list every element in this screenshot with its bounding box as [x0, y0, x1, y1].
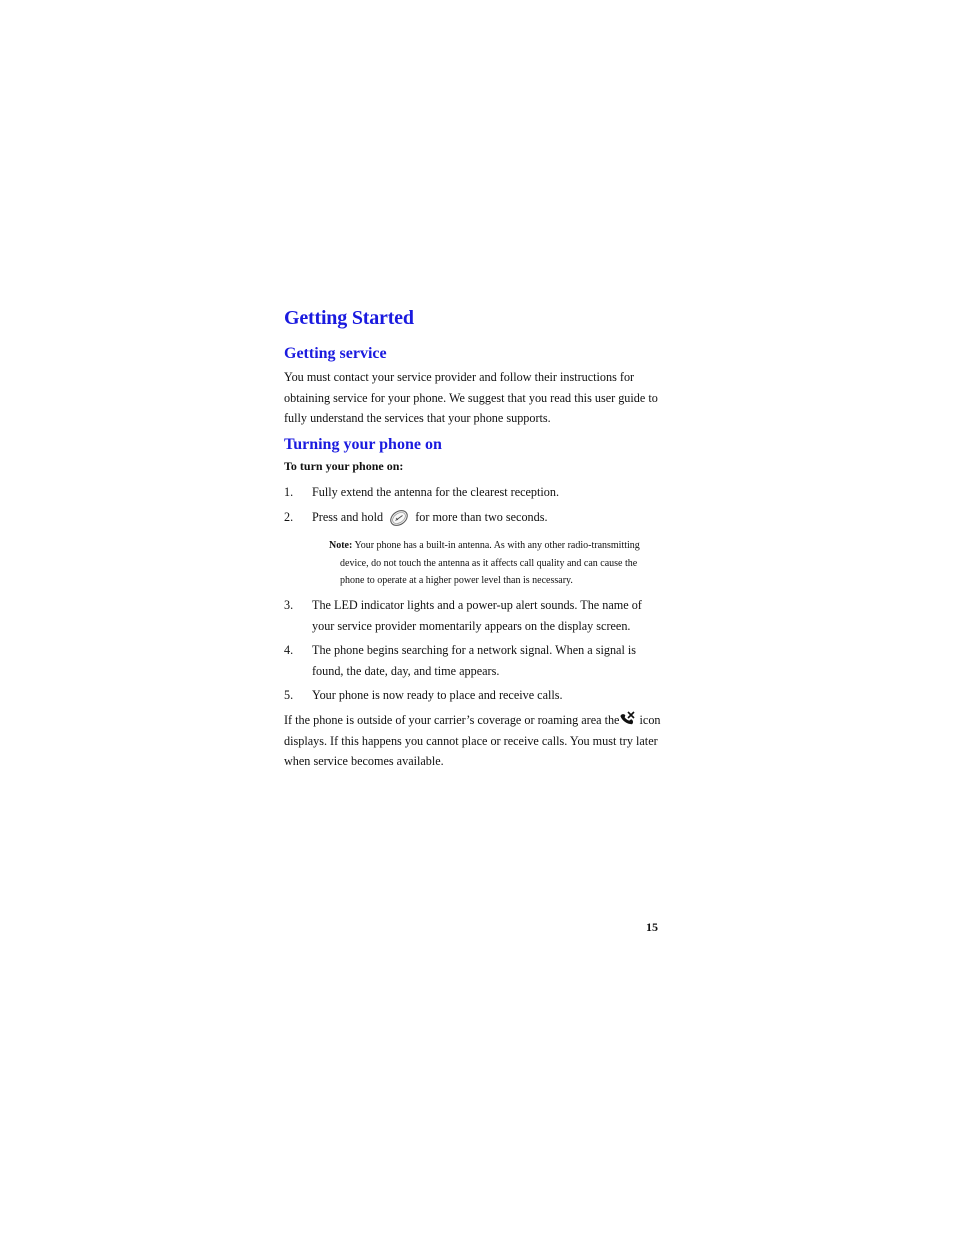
section-title-turning-on: Turning your phone on	[284, 436, 442, 453]
step-number: 2.	[284, 510, 294, 524]
step-text-before: Press and hold	[312, 510, 384, 524]
step-text: The LED indicator lights and a power-up alert sounds. The name of your service provider momentarily appears on the display screen.	[312, 598, 642, 633]
step-number: 1.	[284, 485, 294, 499]
note-line-1: Your phone has a built-in antenna. As with any other radio-transmitting	[354, 540, 640, 551]
step-number: 5.	[284, 688, 294, 702]
step-text-after: for more than two seconds.	[415, 510, 548, 524]
step-number: 3.	[284, 598, 294, 612]
step-text: Your phone is now ready to place and receive calls.	[312, 688, 563, 702]
getting-service-body	[284, 367, 664, 429]
procedure-subtitle: To turn your phone on:	[284, 459, 404, 473]
note-line-2: device, do not touch the antenna as it affects call quality and can cause the	[340, 557, 638, 569]
end-power-key-icon	[389, 509, 409, 527]
closing-text-before: If the phone is outside of your carrier’s coverage or roaming area the	[284, 713, 620, 727]
section-title-getting-service: Getting service	[284, 345, 387, 362]
step-text	[312, 507, 664, 528]
step-text: Fully extend the antenna for the clearest reception.	[312, 485, 560, 499]
page-number: 15	[646, 920, 658, 934]
list-item	[284, 507, 664, 528]
note-line-3: phone to operate at a higher power level than is necessary.	[340, 575, 573, 586]
getting-service-paragraph: You must contact your service provider and follow their instructions for obtaining service for your phone. We suggest that you read this user guide to fully understand the services that your phone supports.	[284, 370, 658, 425]
closing-text-after: icon displays. If this happens you cannot place or receive calls. You must try later when service becomes available.	[284, 713, 661, 768]
step-number: 4.	[284, 643, 294, 657]
list-item	[284, 595, 664, 636]
note-label: Note:	[329, 540, 353, 551]
list-item	[284, 685, 664, 706]
page-title: Getting Started	[284, 307, 414, 329]
step-text: The phone begins searching for a network signal. When a signal is found, the date, day, and time appears.	[312, 643, 637, 678]
list-item	[284, 482, 664, 503]
no-service-icon	[619, 711, 636, 726]
note-block	[329, 537, 665, 590]
closing-paragraph	[284, 710, 664, 772]
list-item	[284, 640, 664, 681]
